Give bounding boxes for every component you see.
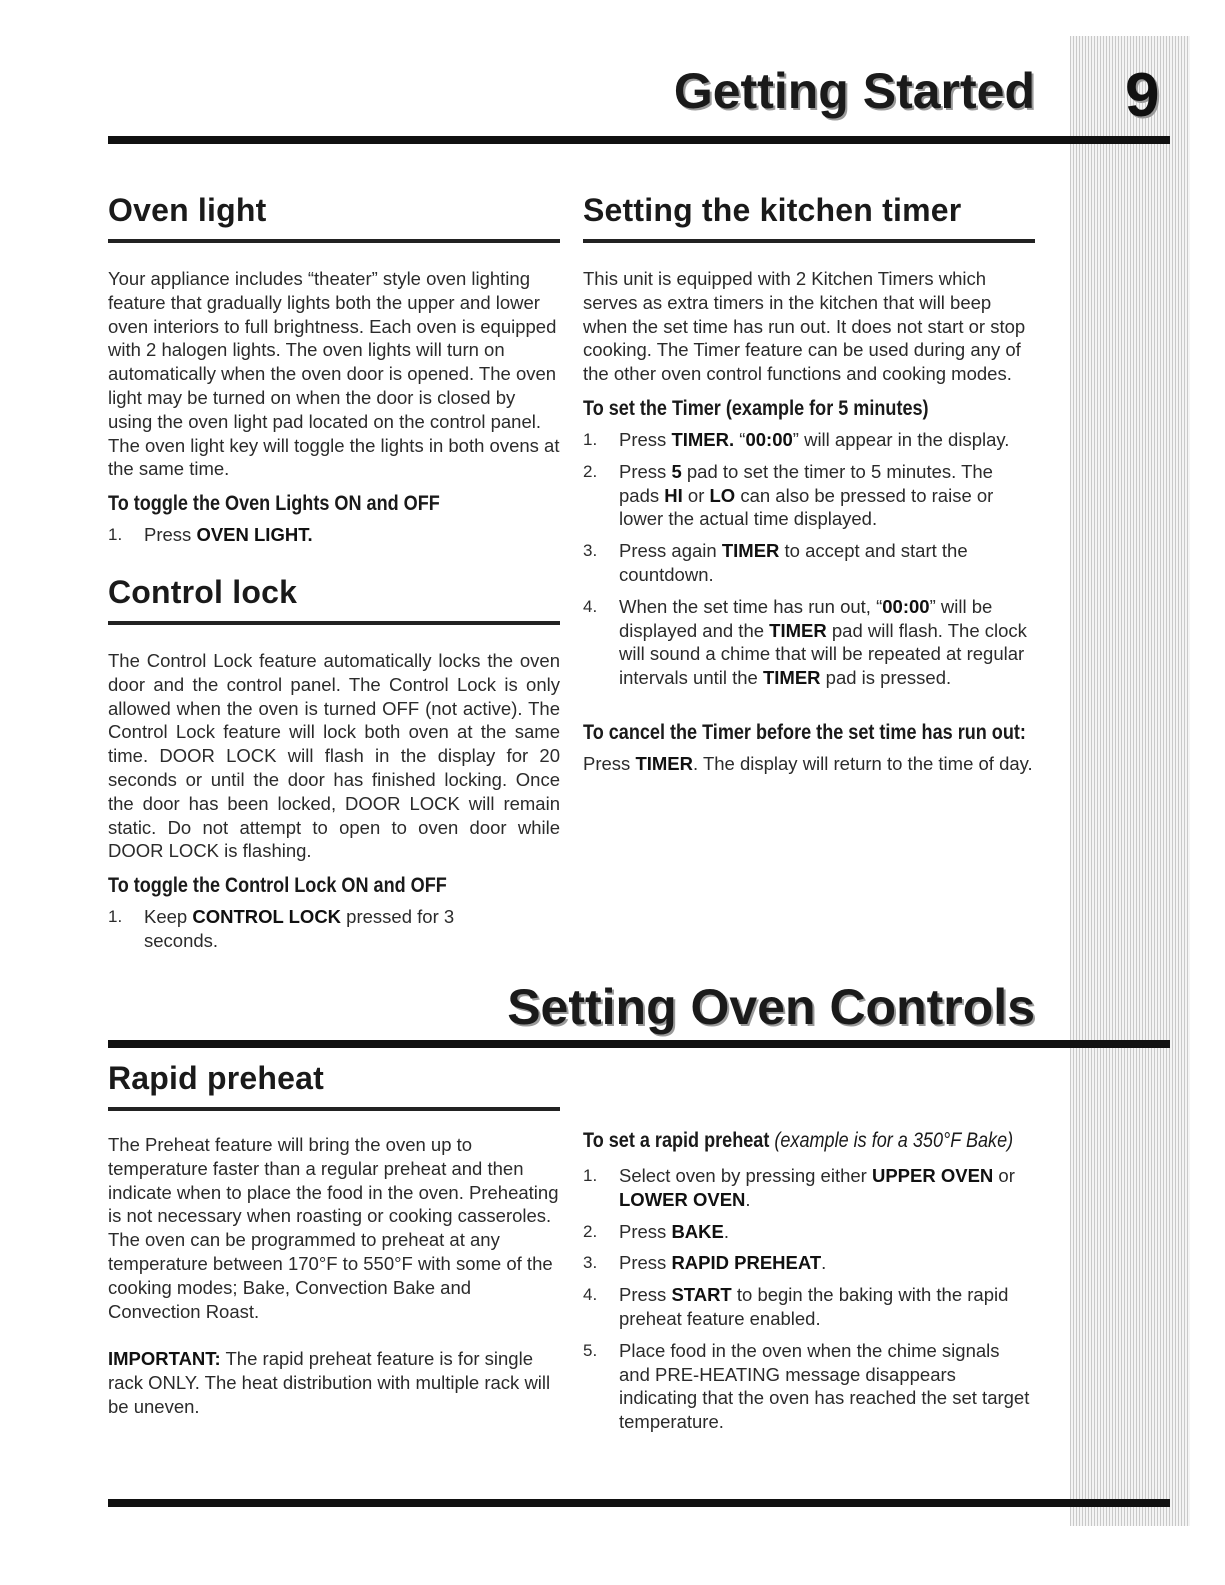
list-item: 2. Press BAKE. bbox=[583, 1220, 729, 1242]
list-item: 4. Press START to begin the baking with the rapid preheat feature enabled. bbox=[583, 1284, 1009, 1329]
control-lock-subhead: To toggle the Control Lock ON and OFF bbox=[108, 874, 447, 898]
oven-light-subhead: To toggle the Oven Lights ON and OFF bbox=[108, 492, 440, 516]
list-item: 3. Press again TIMER to accept and start the countdown. bbox=[583, 540, 968, 585]
control-lock-section bbox=[108, 574, 560, 953]
rapid-preheat-heading: Rapid preheat bbox=[108, 1060, 560, 1111]
rapid-preheat-steps bbox=[583, 1164, 1035, 1434]
list-item: 1. Select oven by pressing either UPPER OVEN or LOWER OVEN. bbox=[583, 1165, 1015, 1210]
rapid-preheat-section bbox=[108, 1060, 560, 1419]
cancel-timer-subhead: To cancel the Timer before the set time has run out: bbox=[583, 720, 1026, 744]
rapid-preheat-steps-section bbox=[583, 1128, 1035, 1434]
section-title-setting-oven-controls: Setting Oven Controls bbox=[507, 979, 1035, 1035]
oven-light-steps bbox=[108, 523, 560, 547]
kitchen-timer-heading: Setting the kitchen timer bbox=[583, 192, 1035, 243]
kitchen-timer-subhead: To set the Timer (example for 5 minutes) bbox=[583, 396, 929, 420]
list-item: 1. Press OVEN LIGHT. bbox=[108, 524, 313, 546]
cancel-timer-body: Press TIMER. The display will return to the time of day. bbox=[583, 752, 1033, 774]
list-item: 2. Press 5 pad to set the timer to 5 minutes. The pads HI or LO can also be pressed to raise or lower the actual time displayed. bbox=[583, 460, 994, 530]
middle-rule bbox=[108, 1040, 1170, 1048]
control-lock-heading: Control lock bbox=[108, 574, 560, 625]
rapid-preheat-important: IMPORTANT: The rapid preheat feature is for single rack ONLY. The heat distribution with multiple rack will be uneven. bbox=[108, 1348, 551, 1417]
oven-light-body: Your appliance includes “theater” style oven lighting feature that gradually lights both the upper and lower oven interiors to full brightness. Each oven is equipped with 2 halogen lights. The oven lights will turn on automatically when the oven door is opened. The oven light may be turned on when the door is closed by using the oven light pad located on the control panel. The oven light key will toggle the lights in both ovens at the same time. bbox=[108, 268, 560, 480]
bottom-rule bbox=[108, 1499, 1170, 1507]
kitchen-timer-steps bbox=[583, 428, 1035, 690]
list-item: 5. Place food in the oven when the chime signals and PRE-HEATING message disappears indicating that the oven has reached the set target temperature. bbox=[583, 1339, 1030, 1433]
oven-light-heading: Oven light bbox=[108, 192, 560, 243]
kitchen-timer-body: This unit is equipped with 2 Kitchen Timers which serves as extra timers in the kitchen that will beep when the set time has run out. It does not start or stop cooking. The Timer feature can be used during any of the other oven control functions and cooking modes. bbox=[583, 268, 1026, 385]
list-item: 1. Keep CONTROL LOCK pressed for 3 seconds. bbox=[108, 906, 455, 951]
rapid-preheat-body: The Preheat feature will bring the oven up to temperature faster than a regular preheat and then indicate when to place the food in the oven. Preheating is not necessary when roasting or cooking casseroles. The oven can be programmed to preheat at any temperature between 170°F to 550°F with some of the cooking modes; Bake, Convection Bake and Convection Roast. bbox=[108, 1134, 559, 1322]
page-number: 9 bbox=[1125, 61, 1160, 130]
list-item: 3. Press RAPID PREHEAT. bbox=[583, 1252, 827, 1274]
rapid-preheat-subhead: To set a rapid preheat (example is for a 350°F Bake) bbox=[583, 1129, 1014, 1152]
control-lock-body: The Control Lock feature automatically locks the oven door and the control panel. The Control Lock is only allowed when the oven is turned OFF (not active). The Control Lock feature will lock both oven at the same time. DOOR LOCK will flash in the display for 20 seconds or until the door has finished locking. Once the door has been locked, DOOR LOCK will remain static. Do not attempt to open to oven door while DOOR LOCK is flashing. bbox=[108, 650, 560, 862]
oven-light-section bbox=[108, 192, 560, 547]
list-item: 1. Press TIMER. “00:00” will appear in the display. bbox=[583, 428, 1010, 450]
kitchen-timer-section bbox=[583, 192, 1035, 776]
section-title-getting-started: Getting Started bbox=[673, 63, 1035, 119]
side-tab bbox=[1070, 36, 1190, 1526]
control-lock-steps bbox=[108, 905, 508, 953]
list-item: 4. When the set time has run out, “00:00” will be displayed and the TIMER pad will flash. The clock will sound a chime that will be repeated at regular intervals until the TIMER pad is pressed. bbox=[583, 595, 1027, 689]
top-rule bbox=[108, 136, 1170, 144]
